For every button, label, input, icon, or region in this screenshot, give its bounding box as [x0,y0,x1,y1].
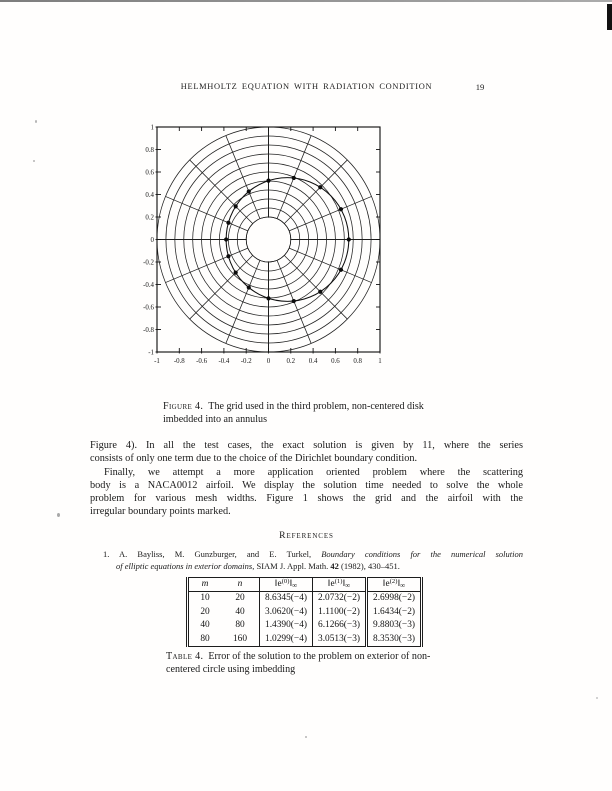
table-column-header [313,578,367,592]
table-column-header: m [201,578,209,589]
dot [247,285,251,289]
spoke [226,260,260,343]
text-line [163,401,489,414]
norm-symbol-part: ∞ [345,581,351,590]
dot [234,271,238,275]
text-line [166,651,484,664]
norm-symbol-part: (2) [389,578,398,586]
xlab: 0.2 [286,358,296,365]
norm-symbol-part: ‖ [289,579,293,590]
table-cell: 80 [200,633,210,644]
text-line [103,560,523,572]
dot [318,290,322,294]
spoke [165,196,247,230]
ylab: 0.6 [145,169,154,177]
dot [318,185,322,189]
text-segment: Error of the solution to the problem on exterior of non- [203,651,431,662]
text-segment: (1982), 430–451. [338,561,400,572]
ylab: 0.2 [145,214,154,222]
body-text-line: Figure 4). In all the test cases, the exact solution is given by 11, where the series [90,440,523,451]
dot [226,221,230,225]
table-row [188,592,422,606]
text-segment: of elliptic equations in exterior domains [116,561,253,572]
text-segment: imbedded into an annulus [163,413,268,425]
table-column-header [260,578,313,592]
xlab: 0.8 [353,358,363,365]
body-paragraphs [90,439,523,519]
xlab: -1 [154,358,160,365]
error-table-header [188,578,422,592]
text-line [103,548,523,560]
norm-symbol-part: (0) [281,578,290,586]
page-number: 19 [475,82,485,92]
table-cell: 40 [221,606,260,619]
dot [347,237,351,241]
text-segment: centered circle using imbedding [166,663,296,675]
dot [292,176,296,180]
error-table [186,577,423,647]
spoke [289,196,371,230]
dot [339,268,343,272]
spoke [284,255,347,319]
norm-symbol-part: ‖ [342,579,346,590]
body-text-line: consists of only one term due to the choice of the Dirichlet boundary condition. [90,453,418,465]
spoke [190,160,253,224]
scan-speck [305,736,307,738]
table-cell: 9.8803(−3) [373,620,415,631]
table-cell: 80 [221,619,260,632]
norm-symbol-part: ‖ [397,579,401,590]
figure-4-polar-grid-plot [140,118,400,370]
dot [247,189,251,193]
text-line [166,664,484,677]
reference-item-1 [103,548,523,572]
table-cell: 20 [221,592,260,606]
polar-grid-svg [140,118,400,370]
xlab: 0 [266,358,271,365]
norm-symbol-part: ∞ [400,581,406,590]
body-text-line: body is a NACA0012 airfoil. We display the solution time needed to solve the whole [90,479,523,491]
xlab: -0.6 [196,358,208,365]
table-cell: 8.6345(−4) [260,592,313,606]
table-cell: 20 [200,606,210,617]
table-row [188,633,422,647]
norm-symbol-part: ‖e [382,579,390,590]
table-cell: 8.3530(−3) [373,633,415,644]
ylab: -0.8 [143,326,154,334]
text-line [163,414,489,427]
error-table-container [186,577,423,647]
scan-speck [596,697,598,699]
xlab: -0.4 [218,358,230,365]
body-text-line: problem for various mesh widths. Figure 1 shows the grid and the airfoil with the [90,493,523,505]
body-text-line: Finally, we attempt a more application oriented problem where the scattering [104,466,523,478]
dot [266,179,270,183]
table-cell: 2.6998(−2) [373,593,415,604]
table-cell: 3.0620(−4) [260,606,313,619]
table-cell: 6.1266(−3) [313,619,367,632]
scan-speck [33,160,35,162]
table-cell: 10 [200,593,210,604]
table-caption [166,651,484,676]
table-cell: 1.6434(−2) [373,606,415,617]
ylab: 0 [150,236,154,244]
norm-symbol-part: ‖e [274,579,282,590]
spoke [284,160,347,224]
spoke [289,248,371,282]
table-cell: 40 [200,620,210,631]
running-header-title: HELMHOLTZ EQUATION WITH RADIATION CONDITION [180,82,433,91]
ylab: 0.4 [145,191,154,199]
table-row [188,619,422,632]
scan-corner-artifact [607,4,612,30]
dot [234,204,238,208]
table-cell: 160 [221,633,260,647]
table-row [188,606,422,619]
hole [247,218,290,262]
dot [266,296,270,300]
table-cell: 2.0732(−2) [313,592,367,606]
xlab: 0.4 [308,358,318,365]
spoke [226,136,260,219]
text-segment: Boundary conditions for the numerical solution [321,549,524,559]
norm-symbol-part: (1) [334,578,343,586]
text-segment: The grid used in the third problem, non-centered disk [203,401,424,412]
scan-edge-artifact [0,0,612,2]
figure-caption [163,401,489,426]
dot [292,299,296,303]
text-segment: Figure 4. [163,401,204,412]
scan-speck [57,513,60,517]
scan-speck [35,120,37,123]
norm-symbol-part: ∞ [292,581,298,590]
spoke [165,248,247,282]
dot [226,254,230,258]
ylab: -0.2 [143,259,154,267]
text-segment: , SIAM J. Appl. Math. [252,561,331,572]
norm-symbol-part: ‖e [327,579,335,590]
xlab: 1 [378,358,382,365]
ylab: -1 [148,349,154,357]
text-segment: 42 [330,561,339,572]
spoke [190,255,253,319]
table-cell: 1.1100(−2) [313,606,367,619]
ylab: -0.4 [143,281,154,289]
text-segment: 1. A. Bayliss, M. Gunzburger, and E. Turkel, [103,549,322,559]
ylab: 1 [150,124,154,132]
table-column-header [367,578,422,592]
xlab: 0.6 [331,358,340,365]
dot [339,207,343,211]
table-column-header: n [221,578,260,592]
references-heading: References [279,530,334,541]
ylab: 0.8 [145,146,154,154]
table-cell: 3.0513(−3) [313,633,367,647]
dot [224,237,228,241]
text-segment: Table 4. [166,651,204,662]
xlab: -0.2 [240,358,252,365]
table-cell: 1.0299(−4) [260,633,313,647]
body-text-line: irregular boundary points marked. [90,506,231,518]
ylab: -0.6 [143,304,154,312]
table-cell: 1.4390(−4) [260,619,313,632]
xlab: -0.8 [173,358,185,365]
